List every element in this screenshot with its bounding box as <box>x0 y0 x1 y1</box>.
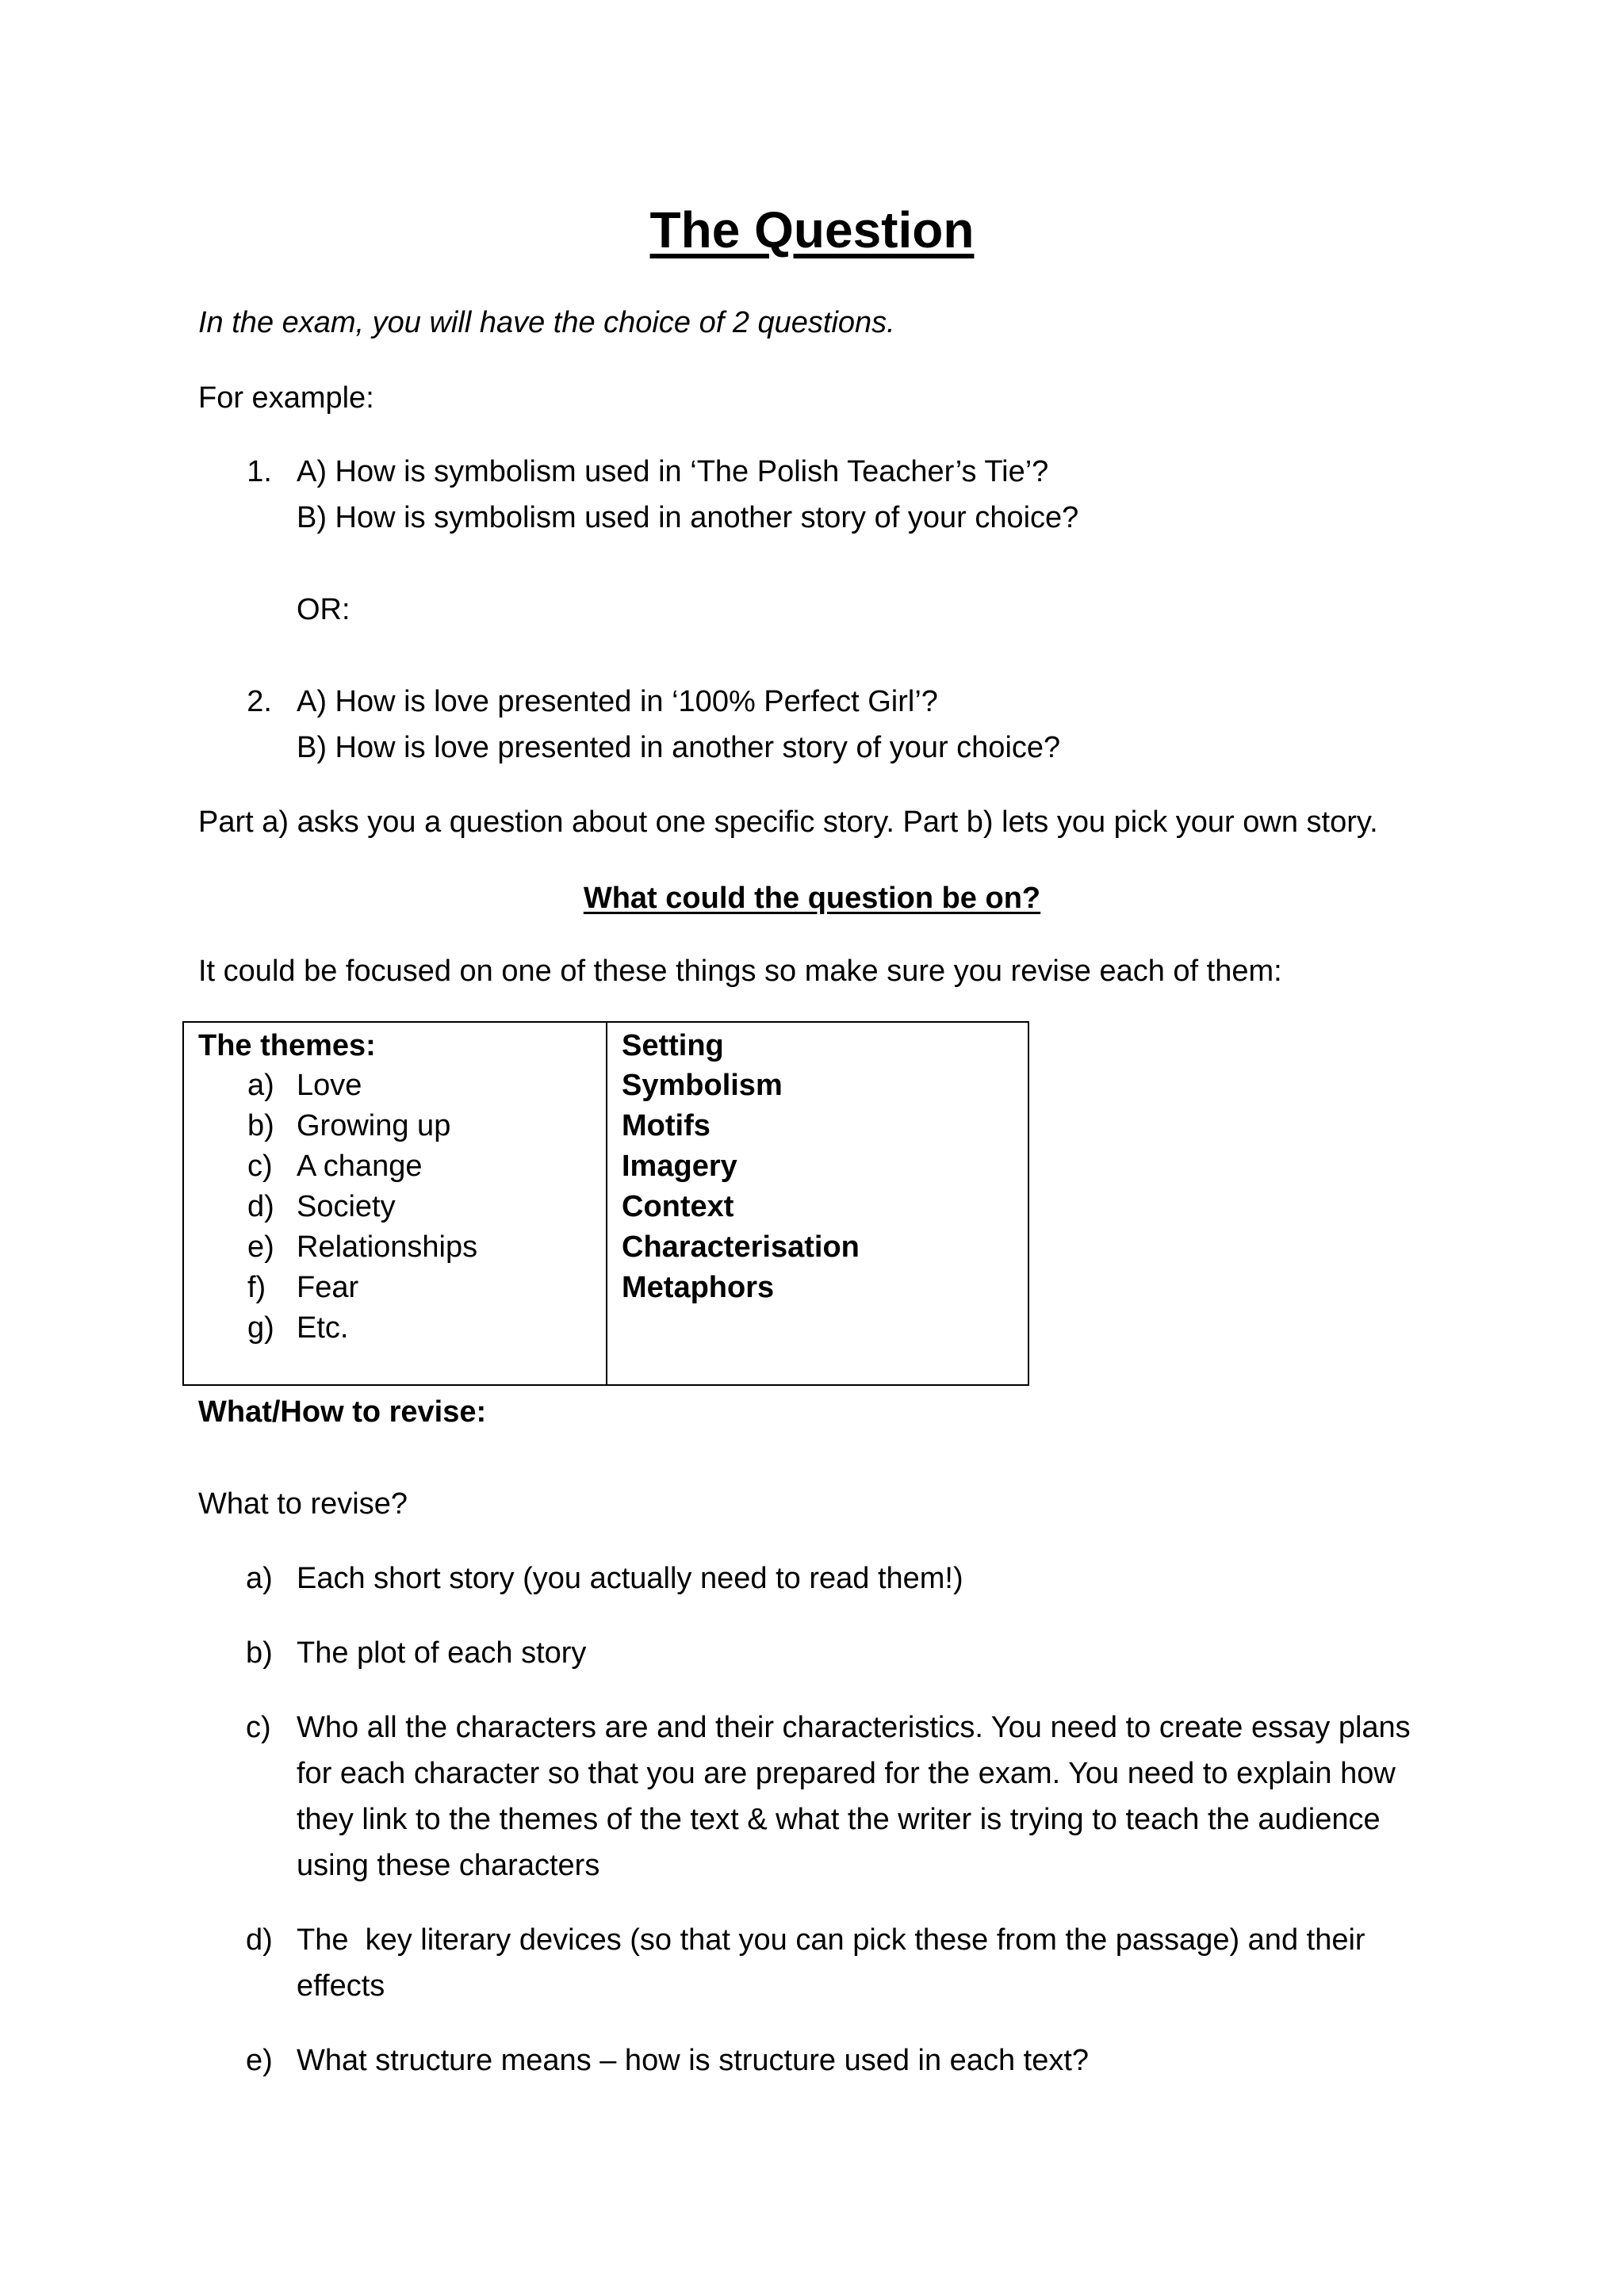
technique-item: Imagery <box>622 1150 737 1183</box>
list-letter: b) <box>246 1636 273 1670</box>
theme-item: Etc. <box>297 1311 349 1345</box>
or-label: OR: <box>297 593 350 626</box>
theme-letter: a) <box>247 1069 274 1102</box>
list-item: Each short story (you actually need to read them!) <box>297 1562 963 1595</box>
list-item-line: they link to the themes of the text & what the writer is trying to teach the audience <box>297 1803 1381 1836</box>
question-part-a: A) How is love presented in ‘100% Perfect Girl’? <box>297 685 938 718</box>
theme-letter: g) <box>247 1311 274 1345</box>
revise-heading: What/How to revise: <box>198 1395 487 1429</box>
list-letter: d) <box>246 1923 273 1957</box>
what-to-revise: What to revise? <box>198 1487 408 1521</box>
list-item-line: using these characters <box>297 1849 600 1882</box>
theme-item: Love <box>297 1069 362 1102</box>
list-item-line: Who all the characters are and their characteristics. You need to create essay plans <box>297 1711 1411 1744</box>
question-number: 2. <box>247 685 272 718</box>
list-item-line: effects <box>297 1969 385 2003</box>
technique-item: Motifs <box>622 1109 710 1142</box>
list-item-line: The key literary devices (so that you can pick these from the passage) and their <box>297 1923 1365 1957</box>
technique-item: Symbolism <box>622 1069 783 1102</box>
list-item: The plot of each story <box>297 1636 587 1670</box>
list-letter: a) <box>246 1562 273 1595</box>
theme-item: Society <box>297 1190 396 1223</box>
list-letter: e) <box>246 2044 273 2077</box>
theme-letter: d) <box>247 1190 274 1223</box>
theme-letter: c) <box>247 1150 273 1183</box>
table-divider <box>606 1023 607 1384</box>
page-title: The Question <box>649 201 975 258</box>
theme-letter: e) <box>247 1230 274 1264</box>
list-item: What structure means – how is structure used in each text? <box>297 2044 1090 2077</box>
technique-item: Setting <box>622 1029 724 1062</box>
themes-header: The themes: <box>198 1029 376 1062</box>
part-explanation: Part a) asks you a question about one specific story. Part b) lets you pick your own story. <box>198 806 1378 839</box>
theme-item: Growing up <box>297 1109 451 1142</box>
list-letter: c) <box>246 1711 271 1744</box>
question-part-b: B) How is symbolism used in another story of your choice? <box>297 501 1079 534</box>
question-number: 1. <box>247 455 272 488</box>
intro-text: In the exam, you will have the choice of 2 questions. <box>198 306 895 339</box>
list-item-line: for each character so that you are prepared for the exam. You need to explain how <box>297 1757 1396 1790</box>
topics-table <box>182 1021 1029 1386</box>
technique-item: Context <box>622 1190 734 1223</box>
technique-item: Characterisation <box>622 1230 860 1264</box>
section-subheading: What could the question be on? <box>583 882 1041 915</box>
theme-item: Relationships <box>297 1230 478 1264</box>
for-example-text: For example: <box>198 381 374 415</box>
question-part-b: B) How is love presented in another story of your choice? <box>297 731 1061 764</box>
focus-line: It could be focused on one of these things so make sure you revise each of them: <box>198 955 1282 988</box>
theme-letter: f) <box>247 1271 266 1304</box>
technique-item: Metaphors <box>622 1271 775 1304</box>
theme-item: Fear <box>297 1271 359 1304</box>
question-part-a: A) How is symbolism used in ‘The Polish Teacher’s Tie’? <box>297 455 1049 488</box>
theme-item: A change <box>297 1150 423 1183</box>
theme-letter: b) <box>247 1109 274 1142</box>
